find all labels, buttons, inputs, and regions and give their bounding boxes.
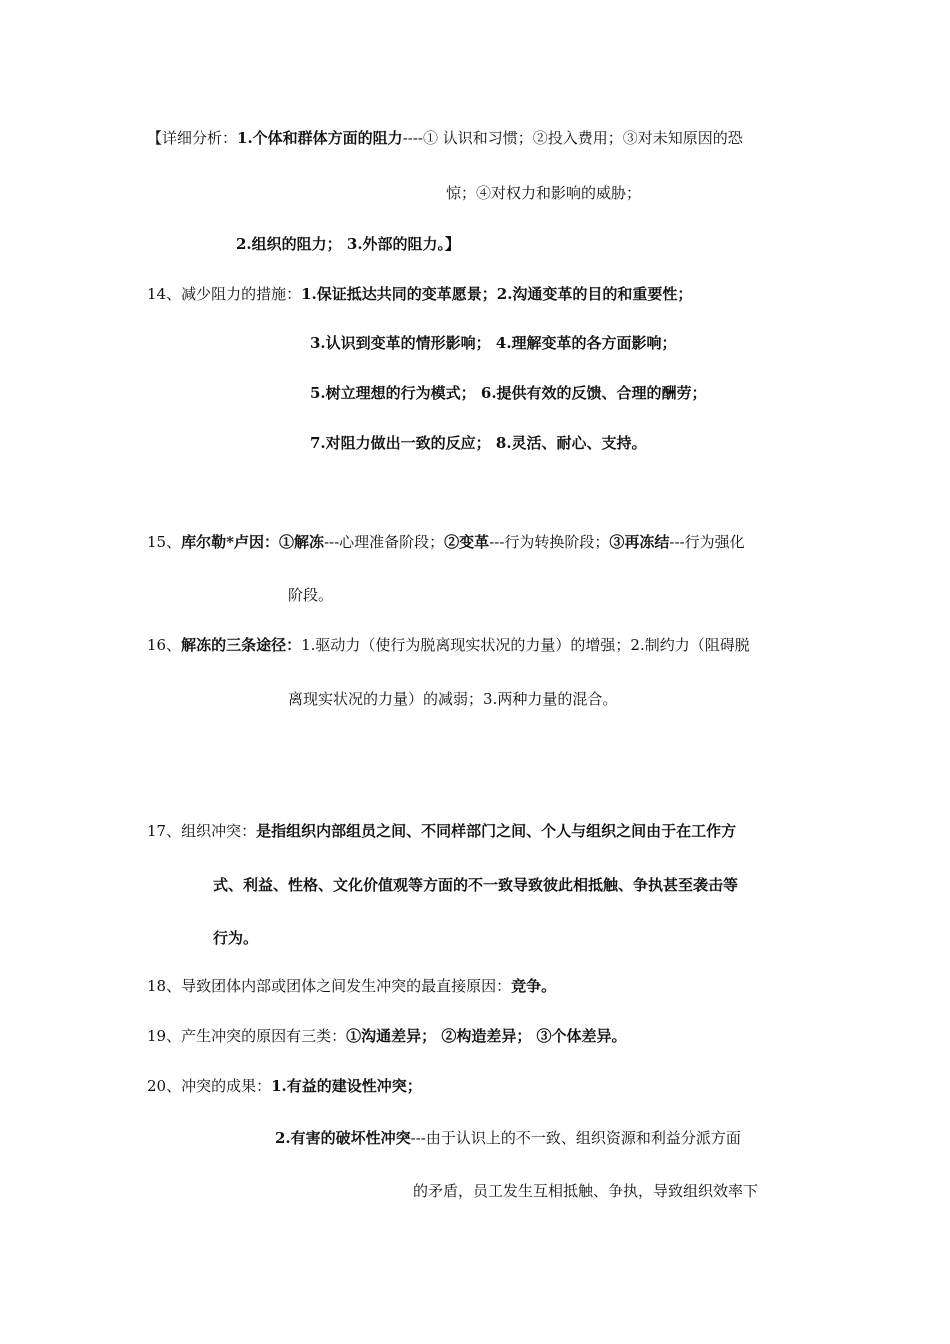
text-segment-bold: 2.有害的破坏性冲突 [275,1129,411,1147]
text-line-11 [288,689,617,709]
text-segment-bold: 竞争。 [511,977,557,995]
text-segment: 离现实状况的力量）的减弱；3.两种力量的混合。 [288,690,618,708]
text-segment-bold: 解冻的三条途径： [181,636,302,654]
text-line-12 [147,821,736,841]
text-segment: ---行为强化 [669,533,745,551]
text-line-5 [310,333,677,353]
text-segment-bold: 2.组织的阻力； 3.外部的阻力。】 [236,235,461,253]
text-segment: 的矛盾，员工发生互相抵触、争执，导致组织效率下 [413,1182,759,1200]
text-segment-bold: ③再冻结 [609,533,670,551]
text-segment: 20、冲突的成果： [147,1077,272,1095]
text-line-19 [413,1181,758,1201]
text-line-18 [275,1128,741,1148]
text-line-1 [147,128,743,148]
text-segment-bold: 5.树立理想的行为模式； 6.提供有效的反馈、合理的酬劳； [310,384,707,402]
text-segment-bold: 3.认识到变革的情形影响； 4.理解变革的各方面影响； [310,334,677,352]
text-line-16 [147,1026,627,1046]
text-line-13 [213,875,738,895]
text-segment: ---行为转换阶段； [489,533,610,551]
text-segment: 19、产生冲突的原因有三类： [147,1027,347,1045]
text-line-9 [288,585,333,605]
text-segment-bold: ②变革 [444,533,490,551]
text-line-3 [236,234,460,254]
text-segment-bold: 式、利益、性格、文化价值观等方面的不一致导致彼此相抵触、争执甚至袭击等 [213,876,739,894]
text-segment: ---心理准备阶段； [323,533,445,551]
text-segment: 阶段。 [288,586,334,604]
text-segment: 18、导致团体内部或团体之间发生冲突的最直接原因： [147,977,512,995]
text-segment: 17、组织冲突： [147,822,257,840]
text-segment-bold: 1.保证抵达共同的变革愿景；2.沟通变革的目的和重要性； [301,285,693,303]
text-segment-bold: 1.个体和群体方面的阻力 [237,129,403,147]
text-line-14 [213,928,258,948]
text-segment-bold: 1.有益的建设性冲突； [271,1077,422,1095]
text-segment-bold: 是指组织内部组员之间、不同样部门之间、个人与组织之间由于在工作方 [256,822,737,840]
text-line-10 [147,635,750,655]
text-segment: 14、减少阻力的措施： [147,285,302,303]
text-line-15 [147,976,556,996]
text-segment: 【详细分析： [147,129,238,147]
text-segment: 16、 [147,636,182,654]
text-line-17 [147,1076,422,1096]
text-segment-bold: ①沟通差异； ②构造差异； ③个体差异。 [346,1027,627,1045]
text-segment: ----① 认识和习惯；②投入费用；③对未知原因的恐 [402,129,743,147]
text-line-4 [147,284,692,304]
text-segment: ---由于认识上的不一致、组织资源和利益分派方面 [410,1129,741,1147]
text-segment: 1.驱动力（使行为脱离现实状况的力量）的增强；2.制约力（阻碍脱 [301,636,750,654]
text-segment: 惊；④对权力和影响的威胁； [446,184,642,202]
text-line-7 [310,433,647,453]
text-segment-bold: 库尔勒*卢因：①解冻 [181,533,324,551]
text-segment-bold: 行为。 [213,929,259,947]
text-line-6 [310,383,707,403]
text-line-2 [446,183,641,203]
text-segment-bold: 7.对阻力做出一致的反应； 8.灵活、耐心、支持。 [310,434,647,452]
text-line-8 [147,532,745,552]
text-segment: 15、 [147,533,182,551]
